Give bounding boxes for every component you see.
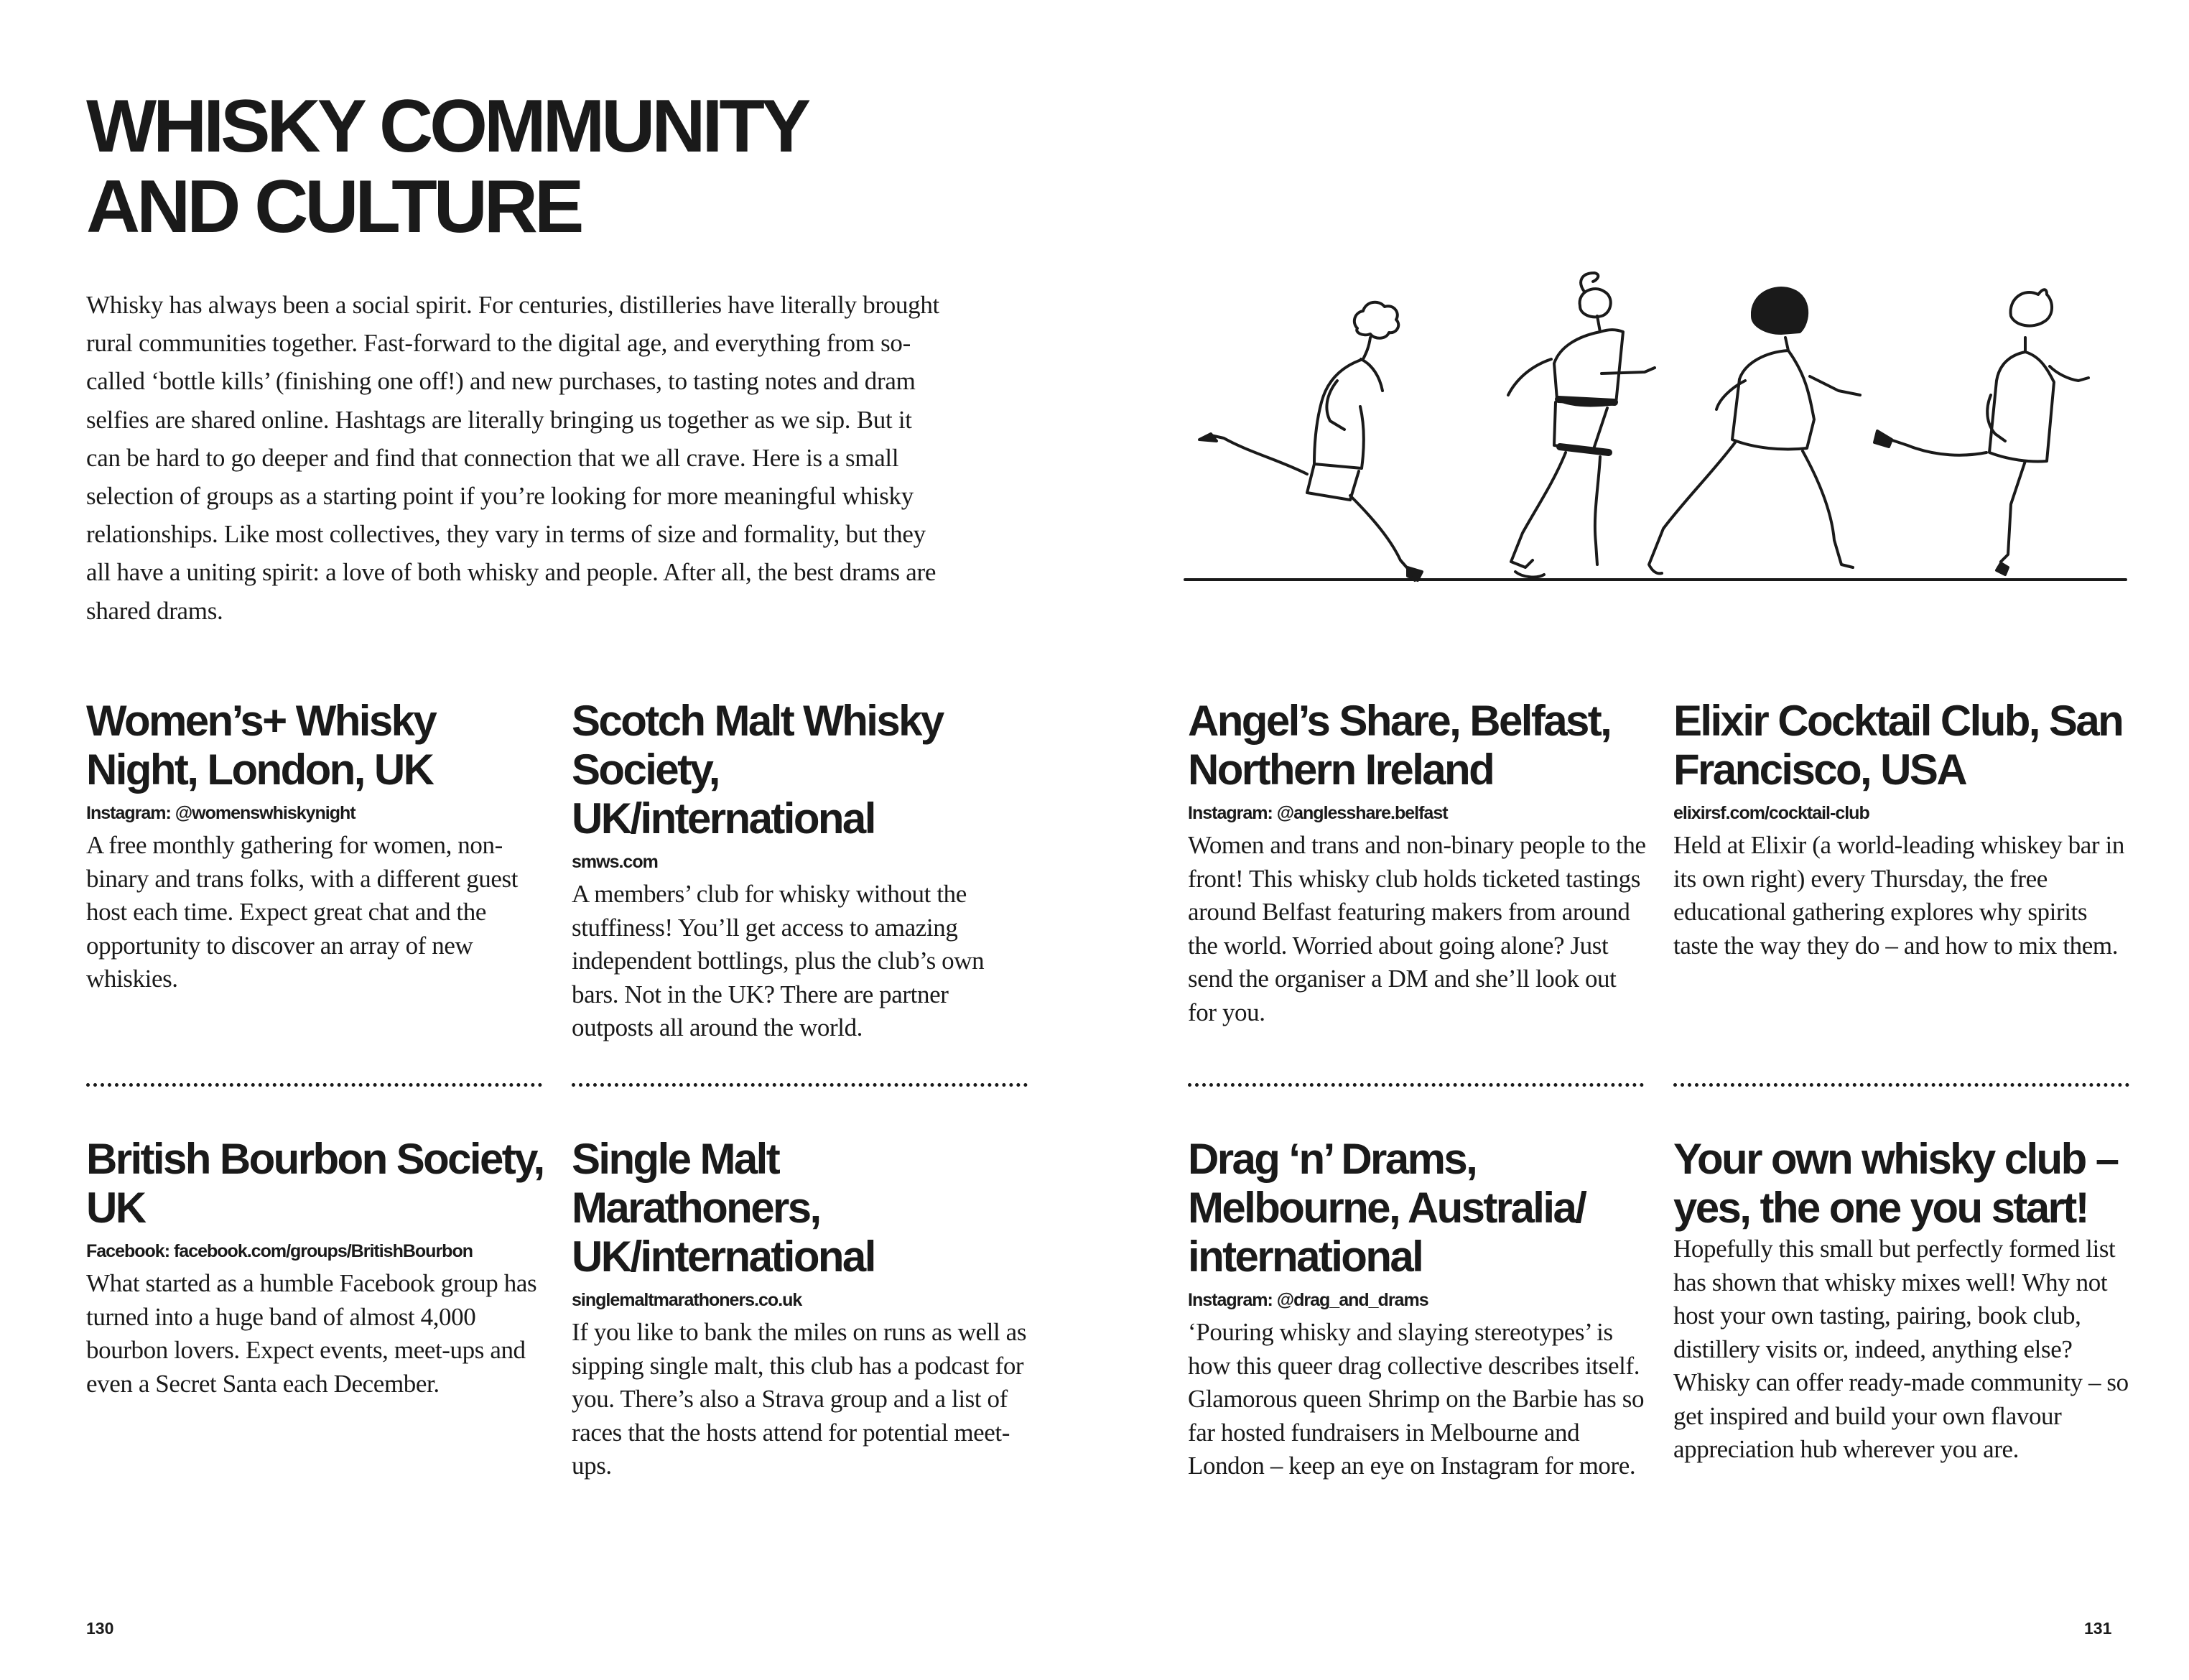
entry-body: What started as a humble Facebook group has turned into a huge band of almost 4,000 bourbon lovers. Expect events, meet-ups and even a Secret Santa each December. [86,1269,537,1398]
dotted-divider [86,1083,542,1087]
entry-handle: Instagram: @anglesshare.belfast [1188,803,1448,823]
entry-body: A members’ club for whisky without the stuffiness! You’ll get access to amazing independent bottlings, plus the club’s own bars. Not in the UK? There are partner outposts all around the world. [572,880,985,1041]
entry-handle: singlemaltmarathoners.co.uk [572,1290,802,1310]
entry-body: ‘Pouring whisky and slaying stereotypes’ is how this queer drag collective describes itself. Glamorous queen Shrimp on the Barbie has so far hosted fundraisers in Melbourne and London – keep an eye on Instagram for more. [1188,1318,1645,1480]
page-number-right: 131 [2084,1619,2112,1638]
dotted-divider [1188,1083,1644,1087]
page-number-left: 130 [86,1619,114,1638]
entry-title: British Bourbon Society, UK [86,1135,544,1232]
entry-drag-n-drams [1188,1135,1647,1483]
entry-title: Angel’s Share, Belfast, Northern Ireland [1188,697,1611,794]
runner-3 [1649,288,1860,573]
entry-handle: Instagram: @drag_and_drams [1188,1290,1428,1310]
entry-angels-share-belfast [1188,697,1647,1029]
entry-body: If you like to bank the miles on runs as well as sipping single malt, this club has a podcast for you. There’s also a Strava group and a list of races that the hosts attend for potential meet-ups. [572,1318,1027,1480]
entry-womens-whisky-night [86,697,546,996]
entry-title: Elixir Cocktail Club, San Francisco, USA [1673,697,2123,794]
entry-title: Women’s+ Whisky Night, London, UK [86,697,436,794]
intro-paragraph: Whisky has always been a social spirit. For centuries, distilleries have literally brought rural communities together. Fast-forward to the digital age, and everything from so-called ‘bottle kills’ (finishing one off!) and new purchases, to tasting notes and dram selfies are shared online. Hashtags are literally bringing us together as we sip. But it can be hard to go deeper and find that connection that we all crave. Here is a small selection of groups as a starting point if you’re looking for more meaningful whisky relationships. Like most collectives, they vary in terms of size and formality, but they all have a uniting spirit: a love of both whisky and people. After all, the best drams are shared drams. [86,291,939,625]
page-title-line-2: AND CULTURE [86,165,581,249]
entry-title: Drag ‘n’ Drams, Melbourne, Australia/ international [1188,1135,1586,1281]
entry-title: Your own whisky club – yes, the one you start! [1673,1135,2118,1232]
entry-body: Women and trans and non-binary people to the front! This whisky club holds ticketed tastings around Belfast featuring makers from around the world. Worried about going alone? Just send the organiser a DM and she’ll look out for you. [1188,831,1646,1026]
runner-2 [1508,273,1655,577]
entry-british-bourbon-society [86,1135,546,1401]
entry-body: A free monthly gathering for women, non-binary and trans folks, with a different guest host each time. Expect great chat and the opportunity to discover an array of new whiskies. [86,831,519,993]
entry-your-own-whisky-club [1673,1135,2133,1467]
runners-illustration [1178,259,2133,596]
dotted-divider [1673,1083,2129,1087]
entry-body: Hopefully this small but perfectly formed list has shown that whisky mixes well! Why not host your own tasting, pairing, book club, distillery visits or, indeed, anything else? Whisky can offer ready-made community – so get inspired and build your own flavour appreciation hub wherever you are. [1673,1235,2129,1463]
entry-body: Held at Elixir (a world-leading whiskey bar in its own right) every Thursday, the free educational gathering explores why spirits taste the way they do – and how to mix them. [1673,831,2124,960]
entry-handle: Instagram: @womenswhiskynight [86,803,355,823]
entry-handle: smws.com [572,852,658,872]
page-title [86,86,876,247]
dotted-divider [572,1083,1028,1087]
entry-handle: elixirsf.com/cocktail-club [1673,803,1869,823]
entry-scotch-malt-whisky-society [572,697,1031,1045]
entry-title: Scotch Malt Whisky Society, UK/international [572,697,943,843]
entry-title: Single Malt Marathoners, UK/international [572,1135,875,1281]
page-title-line-1: WHISKY COMMUNITY [86,85,808,168]
runner-1 [1199,302,1422,580]
runner-4 [1874,289,2088,575]
entry-elixir-cocktail-club [1673,697,2133,962]
entry-single-malt-marathoners [572,1135,1031,1483]
entry-handle: Facebook: facebook.com/groups/BritishBourbon [86,1241,473,1261]
